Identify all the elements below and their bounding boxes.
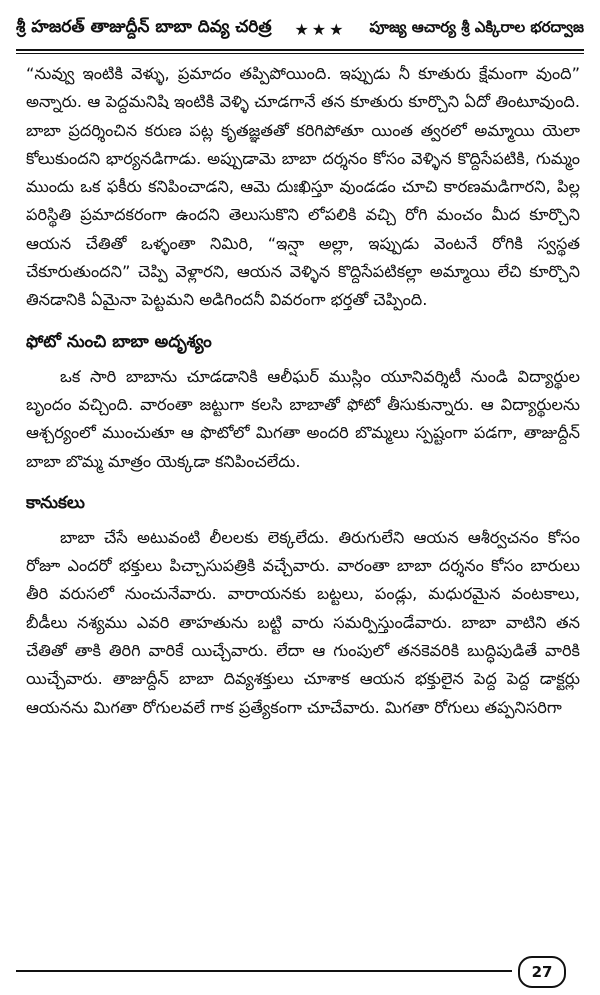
paragraph: “నువ్వు ఇంటికి వెళ్ళు, ప్రమాదం తప్పిపోయింది. ఇప్పుడు నీ కూతురు క్షేమంగా వుంది” అన్నారు. ఆ పెద్దమనిషి ఇంటికి వెళ్ళి చూడగానే తన కూతురు కూర్చొని ఏదో తింటూవుంది. బాబా ప్రదర్శించిన కరుణ పట్ల కృతజ్ఞతతో కరిగిపోతూ యింత త్వరలో అమ్మాయి యెలా కోలుకుందని భార్యనడిగాడు. అప్పుడామె బాబా దర్శనం కోసం వెళ్ళిన కొద్దిసేపటికి, గుమ్మం ముందు ఒక ఫకీరు కనిపించాడని, ఆమె దుఃఖిస్తూ వుండడం చూచి కారణమడిగారని, పిల్ల పరిస్థితి ప్రమాదకరంగా ఉందని తెలుసుకొని లోపలికి వచ్చి రోగి మంచం మీద కూర్చొని ఆయన చేతితో ఒళ్ళంతా నిమిరి, “ఇన్షా అల్లా, ఇప్పుడు వెంటనే రోగికి స్వస్థత చేకూరుతుందని” చెప్పి వెళ్లారని, ఆయన వెళ్ళిన కొద్దిసేపటికల్లా అమ్మాయి లేచి కూర్చొని తినడానికి ఏమైనా పెట్టమని అడిగిందనీ వివరంగా భర్తతో చెప్పింది. <box>26 64 580 310</box>
header-rule-top <box>16 49 584 51</box>
page-number: 27 <box>531 963 553 981</box>
running-header <box>16 12 584 46</box>
book-title: శ్రీ హజరత్ తాజుద్దీన్ బాబా దివ్య చరిత్ర <box>16 17 272 37</box>
header-rule-bottom <box>16 53 584 54</box>
page-body <box>26 60 580 722</box>
author-name: పూజ్య ఆచార్య శ్రీ ఎక్కిరాల భరద్వాజ <box>369 18 584 36</box>
paragraph: ఒక సారి బాబాను చూడడానికి ఆలీఘర్ ముస్లిం యూనివర్శిటీ నుండి విద్యార్థుల బృందం వచ్చింది. వారంతా జట్టుగా కలసి బాబాతో ఫోటో తీసుకున్నారు. ఆ విద్యార్థులను ఆశ్చర్యంలో ముంచుతూ ఆ ఫొటోలో మిగతా అందరి బొమ్మలు స్పష్టంగా పడగా, తాజుద్దీన్ బాబా బొమ్మ మాత్రం యెక్కడా కనిపించలేదు. <box>26 366 580 471</box>
section-heading: ఫోటో నుంచి బాబా అదృశ్యం <box>26 331 212 352</box>
page-number-badge <box>518 956 566 988</box>
paragraph: బాబా చేసే అటువంటి లీలలకు లెక్కలేదు. తిరుగులేని ఆయన ఆశీర్వచనం కోసం రోజూ ఎందరో భక్తులు పిచ్చాసుపత్రికి వచ్చేవారు. వారంతా బాబా దర్శనం కోసం బారులు తీరి వరుసలో నుంచునేవారు. వారాయనకు బట్టలు, పండ్లు, మధురమైన వంటకాలు, బీడీలు నశ్యము ఎవరి తాహతును బట్టి వారు సమర్పిస్తుండేవారు. బాబా వాటిని తన చేతితో తాకి తిరిగి వారికే యిచ్చేవారు. లేదా ఆ గుంపులో తనకెవరికి బుద్ధిపుడితే వారికి యిచ్చేవారు. తాజుద్దీన్ బాబా దివ్యశక్తులు చూశాక ఆయన భక్తులైన పెద్ద పెద్ద డాక్టర్లు ఆయనను మిగతా రోగులవలే గాక ప్రత్యేకంగా చూచేవారు. మిగతా రోగులు తప్పనిసరిగా <box>26 527 580 717</box>
header-stars-ornament: ★★★ <box>294 19 347 39</box>
section-heading: కానుకలు <box>26 492 85 513</box>
footer-rule <box>16 970 512 972</box>
